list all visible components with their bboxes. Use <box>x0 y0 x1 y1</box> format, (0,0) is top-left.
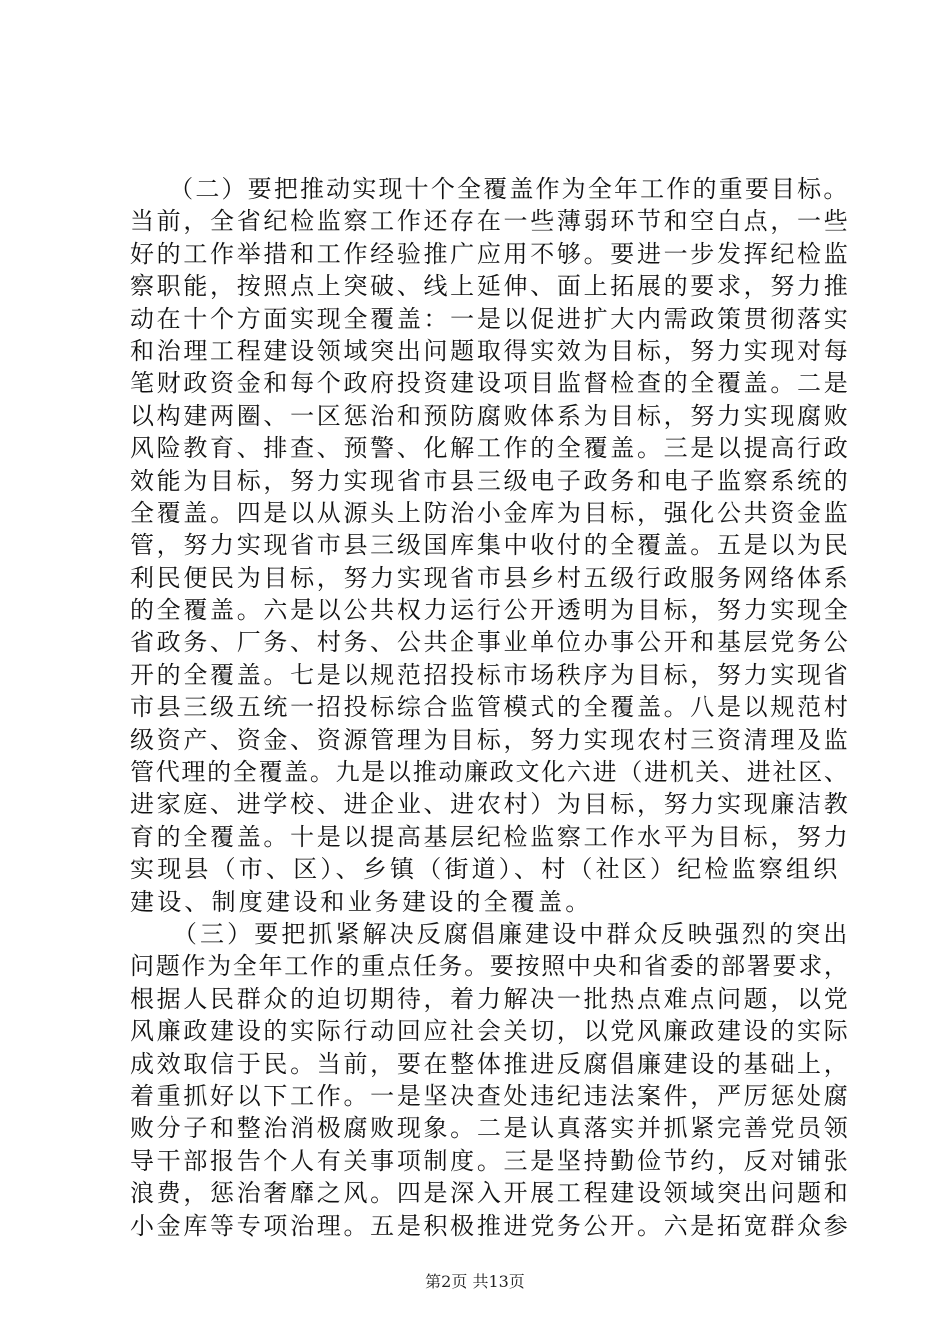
text-line: 风险教育、排查、预警、化解工作的全覆盖。三是以提高行政 <box>130 434 851 463</box>
text-line: 级资产、资金、资源管理为目标，努力实现农村三资清理及监 <box>130 725 851 754</box>
text-line: 市县三级五统一招投标综合监管模式的全覆盖。八是以规范村 <box>130 693 851 722</box>
text-line: 和治理工程建设领域突出问题取得实效为目标，努力实现对每 <box>130 336 851 365</box>
text-line: 省政务、厂务、村务、公共企事业单位办事公开和基层党务公 <box>130 628 851 657</box>
text-line: 以构建两圈、一区惩治和预防腐败体系为目标，努力实现腐败 <box>130 401 851 430</box>
text-line: 察职能，按照点上突破、线上延伸、面上拓展的要求，努力推 <box>130 272 851 301</box>
text-line: 问题作为全年工作的重点任务。要按照中央和省委的部署要求， <box>130 952 850 981</box>
text-line: 管代理的全覆盖。九是以推动廉政文化六进（进机关、进社区、 <box>130 758 850 787</box>
text-line: 进家庭、进学校、进企业、进农村）为目标，努力实现廉洁教 <box>130 790 851 819</box>
text-line: 动在十个方面实现全覆盖：一是以促进扩大内需政策贯彻落实 <box>130 304 851 333</box>
text-line: 好的工作举措和工作经验推广应用不够。要进一步发挥纪检监 <box>130 239 851 268</box>
text-line: 浪费，惩治奢靡之风。四是深入开展工程建设领域突出问题和 <box>130 1179 851 1208</box>
text-line: 笔财政资金和每个政府投资建设项目监督检查的全覆盖。二是 <box>130 369 851 398</box>
text-line: 成效取信于民。当前，要在整体推进反腐倡廉建设的基础上， <box>130 1049 851 1078</box>
text-line: 实现县（市、区）、乡镇（街道）、村（社区）纪检监察组织 <box>130 855 841 884</box>
text-line: 全覆盖。四是以从源头上防治小金库为目标，强化公共资金监 <box>130 498 851 527</box>
body-text <box>130 173 850 1242</box>
text-line: 风廉政建设的实际行动回应社会关切，以党风廉政建设的实际 <box>130 1017 851 1046</box>
text-line: 的全覆盖。六是以公共权力运行公开透明为目标，努力实现全 <box>130 596 851 625</box>
text-line: （三）要把抓紧解决反腐倡廉建设中群众反映强烈的突出 <box>130 919 851 948</box>
text-line: 利民便民为目标，努力实现省市县乡村五级行政服务网络体系 <box>130 563 851 592</box>
text-line: 建设、制度建设和业务建设的全覆盖。 <box>130 887 593 916</box>
text-line: 小金库等专项治理。五是积极推进党务公开。六是拓宽群众参 <box>130 1211 851 1240</box>
text-line: 着重抓好以下工作。一是坚决查处违纪违法案件，严厉惩处腐 <box>130 1081 851 1110</box>
text-line: 育的全覆盖。十是以提高基层纪检监察工作水平为目标，努力 <box>130 822 851 851</box>
text-line: 管，努力实现省市县三级国库集中收付的全覆盖。五是以为民 <box>130 531 851 560</box>
text-line: 效能为目标，努力实现省市县三级电子政务和电子监察系统的 <box>130 466 851 495</box>
text-line: 败分子和整治消极腐败现象。二是认真落实并抓紧完善党员领 <box>130 1114 851 1143</box>
text-line: 根据人民群众的迫切期待，着力解决一批热点难点问题，以党 <box>130 984 851 1013</box>
text-line: 导干部报告个人有关事项制度。三是坚持勤俭节约，反对铺张 <box>130 1146 851 1175</box>
text-line: 当前，全省纪检监察工作还存在一些薄弱环节和空白点，一些 <box>130 207 851 236</box>
text-line: （二）要把推动实现十个全覆盖作为全年工作的重要目标。 <box>130 175 850 203</box>
page-footer: 第2页 共13页 <box>425 1272 525 1291</box>
text-line: 开的全覆盖。七是以规范招投标市场秩序为目标，努力实现省 <box>130 660 851 689</box>
